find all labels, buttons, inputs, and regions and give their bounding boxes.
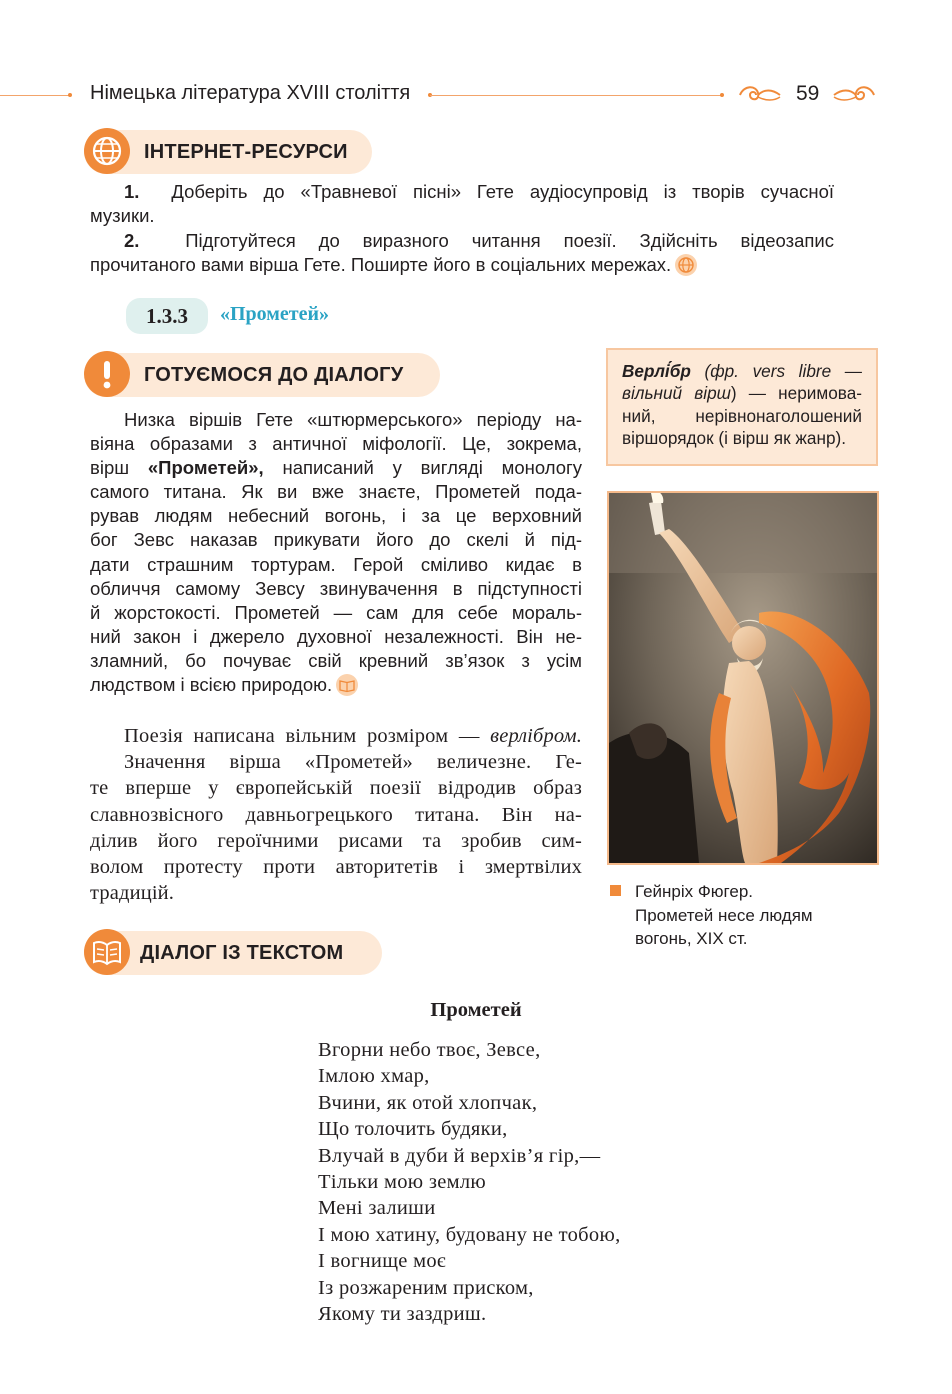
- caption-line-3: вогонь, XIX ст.: [635, 929, 748, 948]
- definition-line-2: вільний вірш: [622, 383, 731, 404]
- poem-line-1: Вгорни небо твоє, Зевсе,: [318, 1039, 541, 1061]
- poem-line-6: Тільки мою землю: [318, 1171, 487, 1194]
- painting-caption: [635, 880, 813, 951]
- intro-line-3: написаний у вигляді монологу: [282, 457, 583, 479]
- dialogue-text-title: ДІАЛОГ ІЗ ТЕКСТОМ: [140, 942, 344, 964]
- caption-marker: [610, 885, 621, 896]
- page-number: 59: [796, 82, 820, 105]
- globe-mini-icon: [675, 254, 697, 276]
- intro-line-12: людством і всією природою.: [90, 674, 333, 696]
- intro-line-7: дати страшним тортурам. Герой сміливо кидає в: [90, 553, 582, 575]
- verse-line-1: Поезія написана вільним розміром —: [124, 725, 480, 747]
- verlibre-term: верлібром.: [490, 725, 582, 747]
- prometheus-intro-paragraph: [90, 408, 582, 697]
- definition-box: [606, 348, 878, 466]
- globe-icon: [84, 128, 130, 174]
- poem-line-11: Якому ти заздриш.: [318, 1303, 487, 1326]
- task-2-number: 2.: [124, 230, 140, 251]
- verse-line-4: славнозвісного давньогрецького титана. Він на-: [90, 803, 582, 826]
- task-1-text-2: музики.: [90, 205, 155, 226]
- poem-line-4: Що толочить будяки,: [318, 1118, 508, 1141]
- intro-line-11: зламний, бо почуває свій кревний зв’язок з усім: [90, 649, 582, 671]
- poem-line-5: Влучай в дуби й верхів’я гір,—: [318, 1144, 601, 1167]
- task-1-number: 1.: [124, 181, 140, 202]
- poem-line-7: Мені залиши: [318, 1197, 436, 1220]
- poem-title: Прометей: [430, 999, 522, 1021]
- intro-line-9: й жорстокості. Прометей — сам для себе мораль-: [90, 601, 582, 623]
- intro-line-10: ний закон і джерело духовної незалежності. Він не-: [90, 625, 582, 647]
- intro-line-3-prefix: вірш: [90, 457, 130, 479]
- verse-line-2: Значення вірша «Прометей» величезне. Ге-: [124, 751, 582, 774]
- header-rule-mid: [430, 95, 722, 96]
- caption-line-2: Прометей несе людям: [635, 905, 813, 925]
- verse-line-3: те вперше у європейській поезії відродив образ: [90, 777, 582, 800]
- definition-line-4: віршорядок (і вірш як жанр).: [622, 427, 847, 448]
- verse-line-7: традицій.: [90, 882, 175, 905]
- section-number-badge: 1.3.3: [126, 298, 208, 334]
- poem-line-8: І мою хатину, будовану не тобою,: [318, 1223, 621, 1246]
- header-rule-left: [0, 95, 70, 96]
- intro-bold-title: «Прометей»,: [147, 457, 264, 479]
- task-1: [90, 180, 834, 228]
- dialogue-prep-title: ГОТУЄМОСЯ ДО ДІАЛОГУ: [144, 364, 404, 386]
- intro-line-8: обличчя самому Зевсу звинувачення в підступності: [90, 577, 582, 599]
- task-2: [90, 229, 834, 277]
- verse-paragraph: [90, 723, 582, 906]
- task-1-text-1: Доберіть до «Травневої пісні» Гете аудіосупровід із творів сучасної: [171, 181, 834, 202]
- poem-line-10: Із розжареним приском,: [318, 1276, 534, 1299]
- poem-line-9: І вогнище моє: [318, 1250, 447, 1273]
- running-title: Німецька література XVIII століття: [90, 82, 411, 104]
- section-title: «Прометей»: [220, 303, 330, 325]
- verse-line-6: волом протесту проти авторитетів і змертвілих: [90, 856, 582, 879]
- definition-line-1: (фр. vers libre —: [704, 361, 862, 381]
- poem-line-2: Імлою хмар,: [318, 1065, 430, 1088]
- verse-line-5: ділив його героїчними рисами та зробив сим-: [90, 829, 582, 852]
- poem-line-3: Вчини, як отой хлопчак,: [318, 1091, 538, 1114]
- task-2-text-2: прочитаного вами вірша Гете. Поширте його в соціальних мережах.: [90, 254, 672, 275]
- exclamation-icon: [84, 351, 130, 397]
- definition-line-3: ний, нерівнонаголошений: [622, 405, 862, 426]
- poem-text: [318, 1037, 621, 1327]
- intro-line-1: Низка віршів Гете «штюрмерського» періоду на-: [124, 409, 582, 430]
- prometheus-painting: [607, 491, 879, 865]
- book-mini-icon: [336, 674, 358, 696]
- internet-resources-title: ІНТЕРНЕТ-РЕСУРСИ: [144, 141, 348, 163]
- intro-line-5: рував людям небесний вогонь, і за це верховний: [90, 505, 582, 527]
- task-2-text-1: Підготуйтеся до виразного читання поезії. Здійсніть відеозапис: [185, 230, 835, 251]
- definition-term: Верлі́бр: [622, 361, 691, 381]
- intro-line-2: віяна образами з античної міфології. Це, зокрема,: [90, 433, 582, 455]
- header-dot-left: [68, 93, 72, 97]
- intro-line-4: самого титана. Як ви вже знаєте, Прометей пода-: [90, 481, 582, 503]
- ornament-right-icon: [832, 83, 878, 107]
- caption-line-1: Гейнріх Фюгер.: [635, 882, 753, 901]
- header-dot-right: [720, 93, 724, 97]
- ornament-left-icon: [736, 83, 782, 107]
- definition-line-2b: ) — неримова-: [730, 383, 862, 404]
- open-book-icon: [84, 929, 130, 975]
- intro-line-6: бог Зевс наказав прикувати його до скелі й під-: [90, 529, 582, 551]
